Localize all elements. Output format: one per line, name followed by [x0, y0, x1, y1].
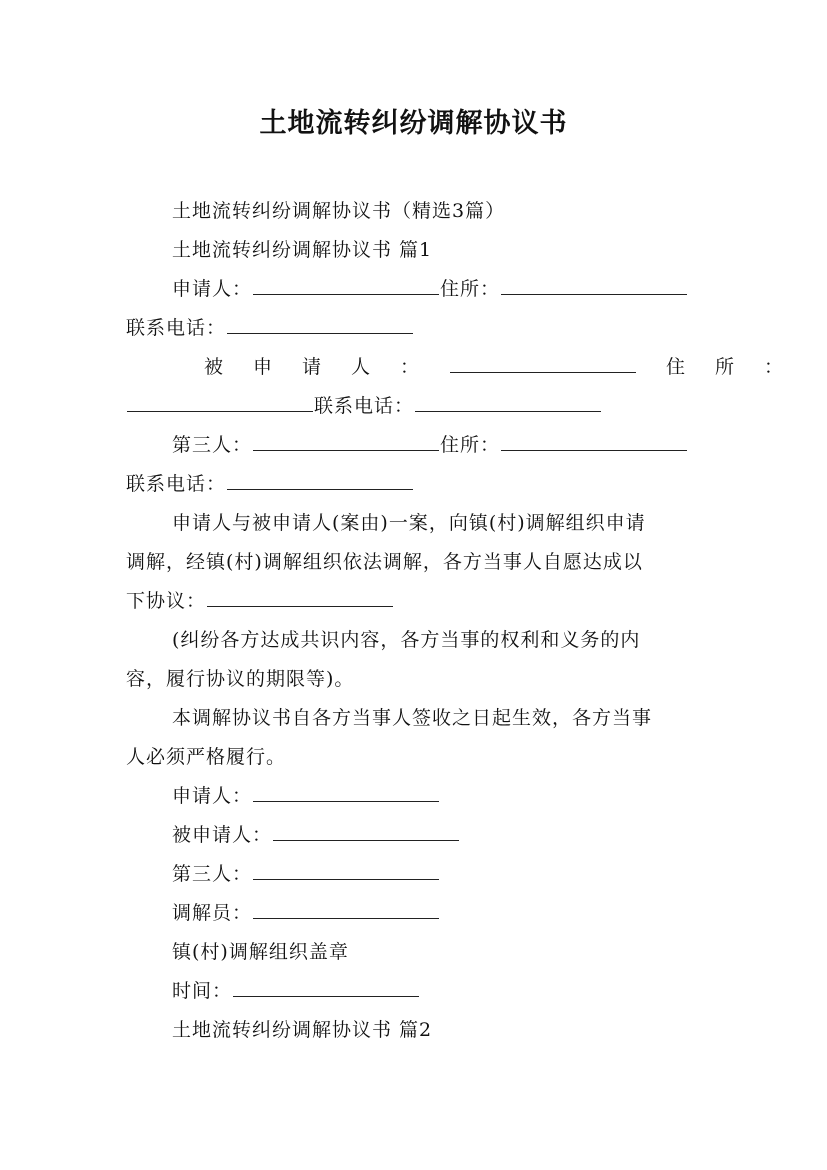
para2-line2 [126, 661, 706, 697]
third-party-row [126, 427, 706, 463]
para1-text: 调解，经镇(村)调解组织依法调解，各方当事人自愿达成以 [126, 551, 643, 573]
para1-text: 申请人与被申请人(案由)一案，向镇(村)调解组织申请 [172, 512, 646, 534]
third-party-label: 第三人： [172, 434, 253, 456]
respondent-char: 所 [714, 356, 735, 378]
third-party-address-label: 住所： [440, 434, 501, 456]
time-row [126, 973, 706, 1009]
sign-third-party-blank [253, 861, 439, 880]
respondent-phone-label: 联系电话： [314, 395, 415, 417]
sign-applicant-row [126, 778, 706, 814]
subtitle-text: 土地流转纠纷调解协议书（精选3篇） [172, 200, 506, 222]
respondent-char: ： [400, 356, 421, 378]
para2-line1 [126, 622, 706, 658]
agreement-blank [207, 588, 393, 607]
applicant-phone-row [126, 310, 706, 346]
applicant-label: 申请人： [172, 278, 253, 300]
para2-text: (纠纷各方达成共识内容，各方当事的权利和义务的内 [172, 629, 641, 651]
respondent-address-blank [127, 393, 313, 412]
para3-line1 [126, 700, 706, 736]
sign-mediator-blank [253, 900, 439, 919]
applicant-blank [253, 276, 439, 295]
respondent-phone-blank [415, 393, 601, 412]
applicant-row [126, 271, 706, 307]
section1-heading: 土地流转纠纷调解协议书 篇1 [172, 239, 433, 261]
para3-text: 本调解协议书自各方当事人签收之日起生效，各方当事 [172, 707, 653, 729]
time-blank [233, 978, 419, 997]
sign-respondent-label: 被申请人： [172, 824, 273, 846]
applicant-phone-blank [227, 315, 413, 334]
para1-text: 下协议： [126, 590, 207, 612]
third-party-blank [253, 432, 439, 451]
applicant-phone-label: 联系电话： [126, 317, 227, 339]
respondent-char: ： [763, 356, 784, 378]
para3-line2 [126, 739, 706, 775]
third-party-phone-row [126, 466, 706, 502]
sign-applicant-label: 申请人： [172, 785, 253, 807]
para1-line3 [126, 583, 706, 619]
third-party-phone-blank [227, 471, 413, 490]
para1-line1 [126, 505, 706, 541]
section2-heading: 土地流转纠纷调解协议书 篇2 [172, 1019, 433, 1041]
third-party-address-blank [501, 432, 687, 451]
sign-applicant-blank [253, 783, 439, 802]
sign-mediator-label: 调解员： [172, 902, 253, 924]
applicant-address-blank [501, 276, 687, 295]
applicant-address-label: 住所： [440, 278, 501, 300]
seal-row [126, 934, 706, 970]
sign-mediator-row [126, 895, 706, 931]
respondent-char: 请 [302, 356, 323, 378]
section2-heading-line [126, 1012, 706, 1048]
section1-heading-line [126, 232, 706, 268]
seal-text: 镇(村)调解组织盖章 [172, 941, 349, 963]
respondent-blank [450, 354, 636, 373]
respondent-address-row [126, 388, 706, 424]
document-title: 土地流转纠纷调解协议书 [259, 108, 568, 139]
third-party-phone-label: 联系电话： [126, 473, 227, 495]
subtitle-line [126, 193, 706, 229]
para2-text: 容，履行协议的期限等)。 [126, 668, 355, 690]
sign-respondent-blank [273, 822, 459, 841]
sign-third-party-row [126, 856, 706, 892]
time-label: 时间： [172, 980, 233, 1002]
respondent-char: 被 [204, 356, 225, 378]
respondent-char: 申 [253, 356, 274, 378]
respondent-char: 住 [665, 356, 686, 378]
para1-line2 [126, 544, 706, 580]
respondent-char: 人 [351, 356, 372, 378]
sign-third-party-label: 第三人： [172, 863, 253, 885]
respondent-row [126, 349, 784, 385]
sign-respondent-row [126, 817, 706, 853]
para3-text: 人必须严格履行。 [126, 746, 287, 768]
